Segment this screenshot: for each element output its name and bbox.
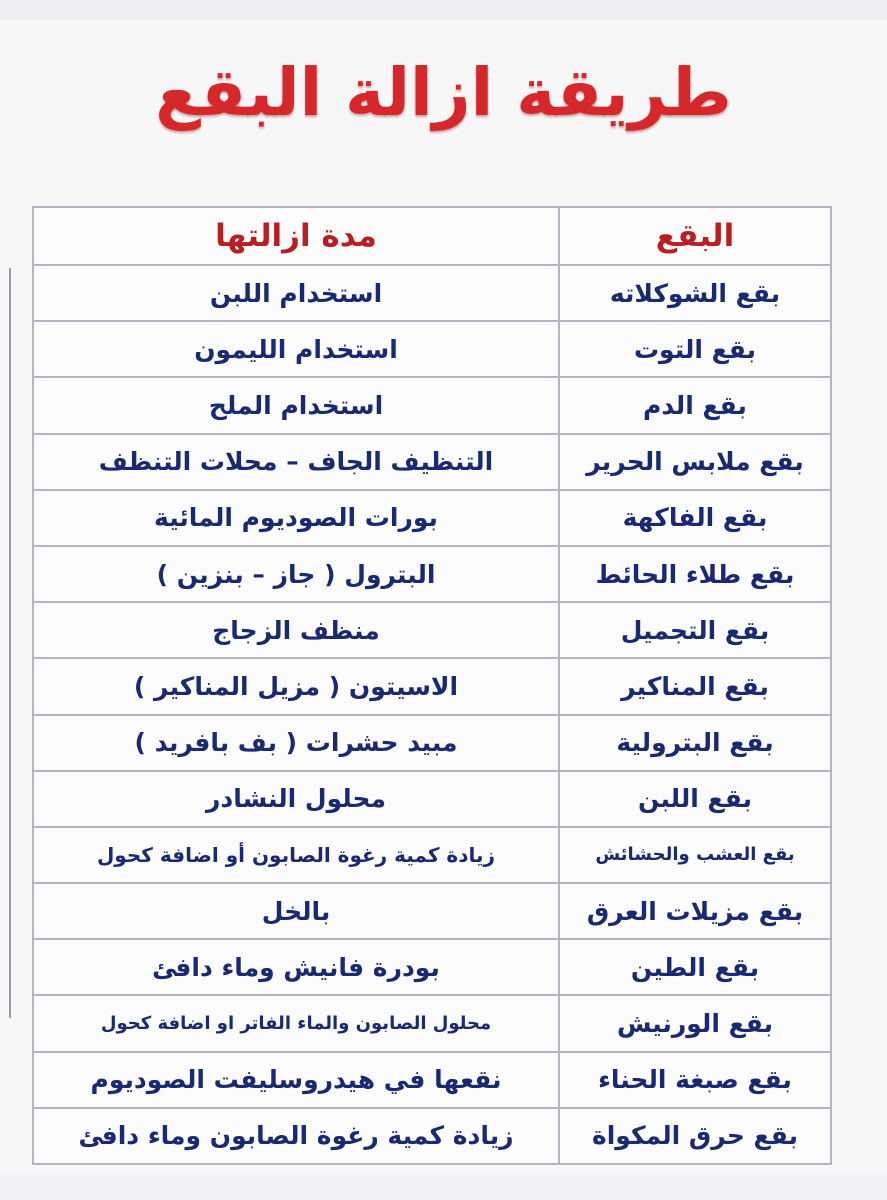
table-row bbox=[33, 321, 831, 377]
table-row bbox=[33, 490, 831, 546]
table-row bbox=[33, 602, 831, 658]
table-row bbox=[33, 434, 831, 490]
header-stain: البقع bbox=[559, 207, 831, 265]
page-title: طريقة ازالة البقع bbox=[155, 54, 732, 131]
header-method: مدة ازالتها bbox=[33, 207, 559, 265]
method-cell: محلول النشادر bbox=[33, 771, 559, 827]
stain-cell: بقع الفاكهة bbox=[559, 490, 831, 546]
table-header-row bbox=[33, 207, 831, 265]
stain-cell: بقع الشوكلاته bbox=[559, 265, 831, 321]
stain-cell: بقع الورنيش bbox=[559, 995, 831, 1051]
method-cell: منظف الزجاج bbox=[33, 602, 559, 658]
method-cell: بورات الصوديوم المائية bbox=[33, 490, 559, 546]
stain-cell: بقع العشب والحشائش bbox=[559, 827, 831, 883]
table-row bbox=[33, 939, 831, 995]
stain-removal-table bbox=[32, 206, 832, 1165]
table-row bbox=[33, 995, 831, 1051]
method-cell: مبيد حشرات ( بف بافريد ) bbox=[33, 715, 559, 771]
table-row bbox=[33, 715, 831, 771]
bottom-strip bbox=[0, 1172, 887, 1200]
table-row bbox=[33, 377, 831, 433]
stain-cell: بقع طلاء الحائط bbox=[559, 546, 831, 602]
method-cell: البترول ( جاز – بنزين ) bbox=[33, 546, 559, 602]
table-row bbox=[33, 1108, 831, 1164]
side-divider-line bbox=[9, 268, 11, 1018]
table-row bbox=[33, 1052, 831, 1108]
stain-cell: بقع البترولية bbox=[559, 715, 831, 771]
stain-cell: بقع ملابس الحرير bbox=[559, 434, 831, 490]
stain-cell: بقع الطين bbox=[559, 939, 831, 995]
method-cell: الاسيتون ( مزيل المناكير ) bbox=[33, 658, 559, 714]
stain-cell: بقع الدم bbox=[559, 377, 831, 433]
table-row bbox=[33, 883, 831, 939]
stain-cell: بقع صبغة الحناء bbox=[559, 1052, 831, 1108]
method-cell: نقعها في هيدروسليفت الصوديوم bbox=[33, 1052, 559, 1108]
stain-cell: بقع حرق المكواة bbox=[559, 1108, 831, 1164]
table-row bbox=[33, 658, 831, 714]
method-cell: استخدام اللبن bbox=[33, 265, 559, 321]
stain-cell: بقع مزيلات العرق bbox=[559, 883, 831, 939]
method-cell: التنظيف الجاف – محلات التنظف bbox=[33, 434, 559, 490]
table-row bbox=[33, 827, 831, 883]
stain-cell: بقع التوت bbox=[559, 321, 831, 377]
method-cell: استخدام الليمون bbox=[33, 321, 559, 377]
stain-cell: بقع التجميل bbox=[559, 602, 831, 658]
method-cell: بودرة فانيش وماء دافئ bbox=[33, 939, 559, 995]
method-cell: زيادة كمية رغوة الصابون وماء دافئ bbox=[33, 1108, 559, 1164]
table-row bbox=[33, 265, 831, 321]
stain-cell: بقع اللبن bbox=[559, 771, 831, 827]
stain-cell: بقع المناكير bbox=[559, 658, 831, 714]
table-row bbox=[33, 771, 831, 827]
method-cell: زيادة كمية رغوة الصابون أو اضافة كحول bbox=[33, 827, 559, 883]
top-strip bbox=[0, 0, 887, 20]
method-cell: بالخل bbox=[33, 883, 559, 939]
method-cell: محلول الصابون والماء الفاتر او اضافة كحول bbox=[33, 995, 559, 1051]
table-row bbox=[33, 546, 831, 602]
method-cell: استخدام الملح bbox=[33, 377, 559, 433]
